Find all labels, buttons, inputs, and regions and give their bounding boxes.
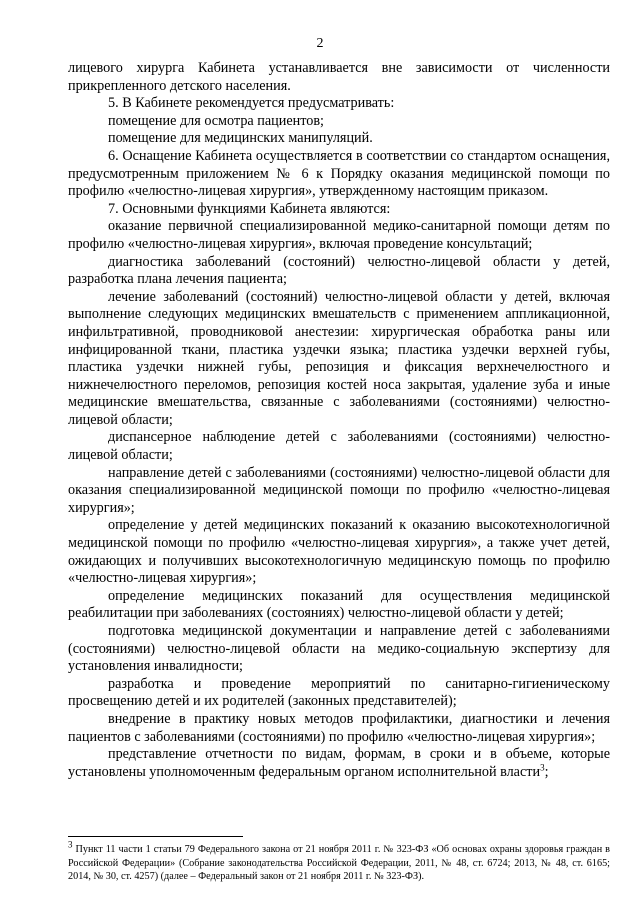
paragraph-function-high-tech: определение у детей медицинских показаний к оказанию высокотехнологичной медицинской помощи по профилю «челюстно-лицевая хирургия», а также учет детей, ожидающих и получивших высокотехнологичную медицинскую помощь по профилю «челюстно-лицевая хирургия»; bbox=[68, 517, 610, 587]
paragraph-function-education: разработка и проведение мероприятий по санитарно-гигиеническому просвещению детей и их родителей (законных представителей); bbox=[68, 675, 610, 710]
paragraph-function-referral: направление детей с заболеваниями (состояниями) челюстно-лицевой области для оказания специализированной медицинской помощи по профилю «челюстно-лицевая хирургия»; bbox=[68, 464, 610, 516]
paragraph-item-6: 6. Оснащение Кабинета осуществляется в соответствии со стандартом оснащения, предусмотренным приложением № 6 к Порядку оказания медицинской помощи по профилю «челюстно-лицевая хирургия», утвержденному настоящим приказом. bbox=[68, 147, 610, 200]
paragraph-function-diagnostics: диагностика заболеваний (состояний) челюстно-лицевой области у детей, разработка плана лечения пациента; bbox=[68, 253, 610, 288]
footnote bbox=[68, 839, 610, 884]
footnote-text: Пункт 11 части 1 статьи 79 Федерального закона от 21 ноября 2011 г. № 323-ФЗ «Об основах охраны здоровья граждан в Российской Федерации» (Собрание законодательства Российской Федерации, 2011, № 48, ст. 6724; 2013, № 48, ст. 6165; 2014, № 30, ст. 4257) (далее – Федеральный закон от 21 ноября 2011 г. № 323-ФЗ). bbox=[68, 844, 610, 882]
paragraph-room-manipulation: помещение для медицинских манипуляций. bbox=[108, 130, 373, 147]
page-number: 2 bbox=[316, 36, 324, 51]
paragraph-item-5: 5. В Кабинете рекомендуется предусматривать: bbox=[108, 95, 395, 112]
paragraph-item-7: 7. Основными функциями Кабинета являются: bbox=[108, 200, 391, 217]
reporting-punct: ; bbox=[544, 763, 549, 780]
body-text bbox=[68, 60, 610, 781]
paragraph-function-treatment: лечение заболеваний (состояний) челюстно-лицевой области у детей, включая выполнение следующих медицинских вмешательств с применением аппликационной, инфильтративной, проводниковой анестезии: хирургическая обработка раны или инфицированной ткани, пластика уздечки языка; пластика уздечки верхней губы, пластика уздечки нижней губы, репозиция и фиксация верхнечелюстного и нижнечелюстного переломов, репозиция костей носа закрытая, удаление зуба и иные медицинские вмешательства, связанные с заболеваниями (состояниями) челюстно-лицевой области; bbox=[68, 288, 610, 428]
paragraph-function-innovation: внедрение в практику новых методов профилактики, диагностики и лечения пациентов с заболеваниями (состояниями) по профилю «челюстно-лицевая хирургия»; bbox=[68, 710, 610, 745]
paragraph-function-rehab: определение медицинских показаний для осуществления медицинской реабилитации при заболеваниях (состояниях) челюстно-лицевой области у детей; bbox=[68, 587, 610, 622]
paragraph-function-dispensary: диспансерное наблюдение детей с заболеваниями (состояниями) челюстно-лицевой области; bbox=[68, 429, 610, 464]
footnote-marker: 3 bbox=[68, 839, 73, 850]
footnote-reference: 3 bbox=[540, 762, 545, 773]
paragraph-continuation: лицевого хирурга Кабинета устанавливается вне зависимости от численности прикрепленного детского населения. bbox=[68, 60, 610, 94]
paragraph-function-documentation: подготовка медицинской документации и направление детей с заболеваниями (состояниями) челюстно-лицевой области на медико-социальную экспертизу для установления инвалидности; bbox=[68, 623, 610, 675]
footnote-divider bbox=[68, 836, 243, 837]
reporting-text: представление отчетности по видам, формам, в сроки и в объеме, которые установлены уполномоченным федеральным органом исполнительной власти bbox=[68, 746, 610, 780]
paragraph-function-reporting bbox=[68, 746, 610, 781]
paragraph-room-exam: помещение для осмотра пациентов; bbox=[108, 112, 324, 129]
paragraph-function-primary-care: оказание первичной специализированной медико-санитарной помощи детям по профилю «челюстно-лицевая хирургия», включая проведение консультаций; bbox=[68, 218, 610, 252]
